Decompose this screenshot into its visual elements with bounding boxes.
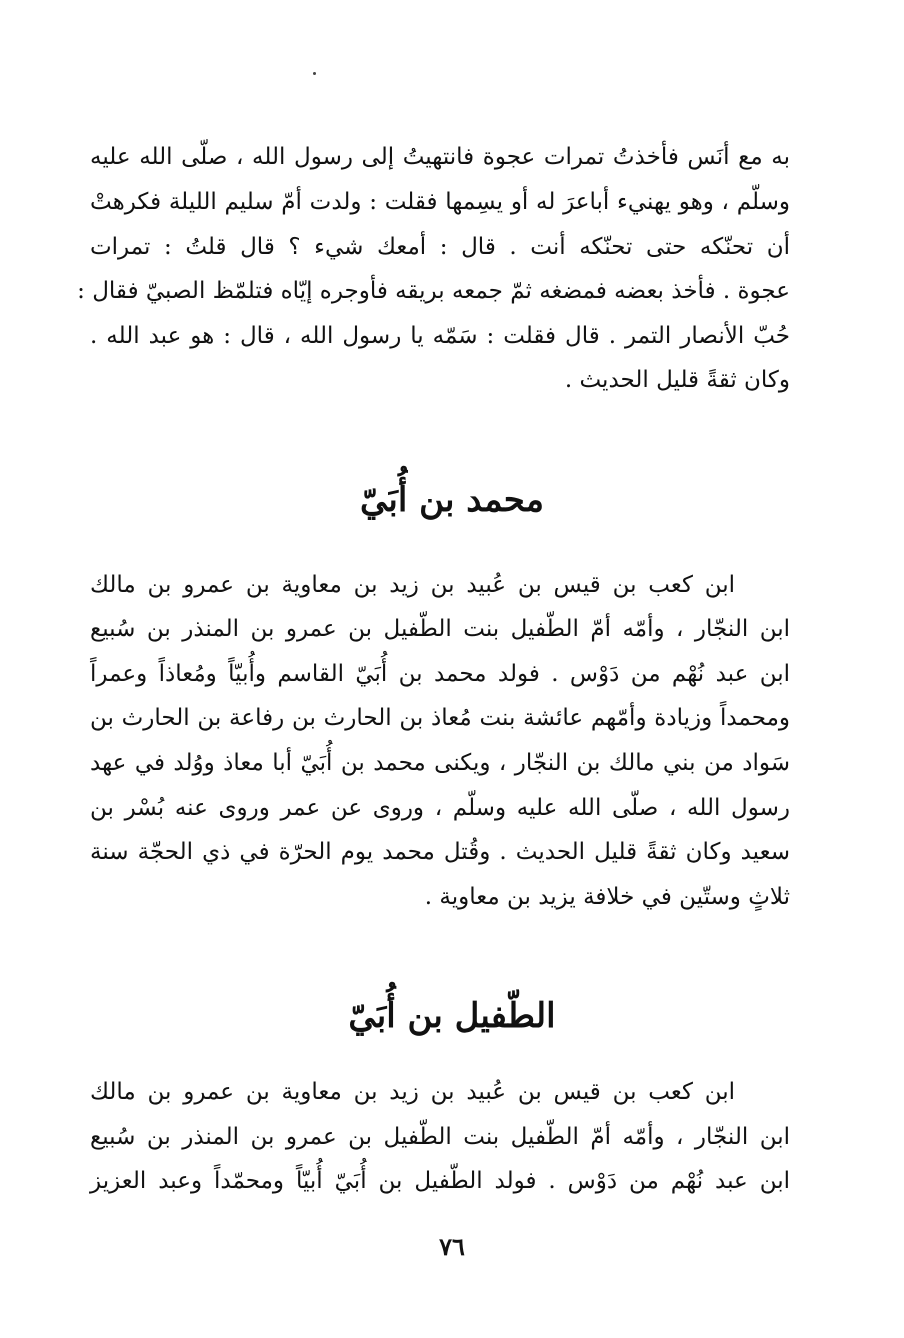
text-line: سعيد وكان ثقةً قليل الحديث . وقُتل محمد يوم الحرّة في ذي الحجّة سنة (90, 839, 790, 865)
text-line: ابن عبد نُهْم من دَوْس . فولد محمد بن أُبَيّ القاسم وأُبيّاً ومُعاذاً وعمراً (90, 661, 790, 687)
text-line: عجوة . فأخذ بعضه فمضغه ثمّ جمعه بريقه فأوجره إيّاه فتلمّظ الصبيّ فقال : (77, 278, 790, 304)
section-heading: محمد بن أُبَيّ (360, 480, 544, 520)
text-line: حُبّ الأنصار التمر . قال فقلت : سَمّه يا رسول الله ، قال : هو عبد الله . (90, 323, 790, 349)
text-line: أن تحنّكه حتى تحنّكه أنت . قال : أمعك شيء ؟ قال قلتُ : تمرات (90, 234, 790, 260)
section-heading: الطّفيل بن أُبَيّ (348, 996, 556, 1036)
text-line: ابن النجّار ، وأمّه أمّ الطّفيل بنت الطّفيل بن عمرو بن المنذر بن سُبيع (90, 616, 790, 642)
text-line: ومحمداً وزيادة وأمّهم عائشة بنت مُعاذ بن الحارث بن رفاعة بن الحارث بن (90, 705, 790, 731)
text-line: به مع أنَس فأخذتُ تمرات عجوة فانتهيتُ إلى رسول الله ، صلّى الله عليه (90, 144, 790, 170)
ink-speck (313, 72, 316, 75)
text-line: ابن النجّار ، وأمّه أمّ الطّفيل بنت الطّفيل بن عمرو بن المنذر بن سُبيع (90, 1124, 790, 1150)
text-line: ابن عبد نُهْم من دَوْس . فولد الطّفيل بن أُبَيّ أُبيّاً ومحمّداً وعبد العزيز (90, 1168, 790, 1194)
text-line: وكان ثقةً قليل الحديث . (564, 367, 790, 393)
page-number: ٧٦ (439, 1232, 465, 1261)
text-line: ثلاثٍ وستّين في خلافة يزيد بن معاوية . (424, 884, 790, 910)
text-line: ابن كعب بن قيس بن عُبيد بن زيد بن معاوية بن عمرو بن مالك (90, 572, 735, 598)
text-line: سَواد من بني مالك بن النجّار ، ويكنى محمد بن أُبَيّ أبا معاذ ووُلد في عهد (90, 750, 790, 776)
text-line: ابن كعب بن قيس بن عُبيد بن زيد بن معاوية بن عمرو بن مالك (90, 1079, 735, 1105)
text-line: رسول الله ، صلّى الله عليه وسلّم ، وروى عن عمر وروى عنه بُسْر بن (90, 795, 790, 821)
text-line: وسلّم ، وهو يهنيء أباعرَ له أو يسِمها فقلت : ولدت أمّ سليم الليلة فكرهتْ (90, 189, 790, 215)
